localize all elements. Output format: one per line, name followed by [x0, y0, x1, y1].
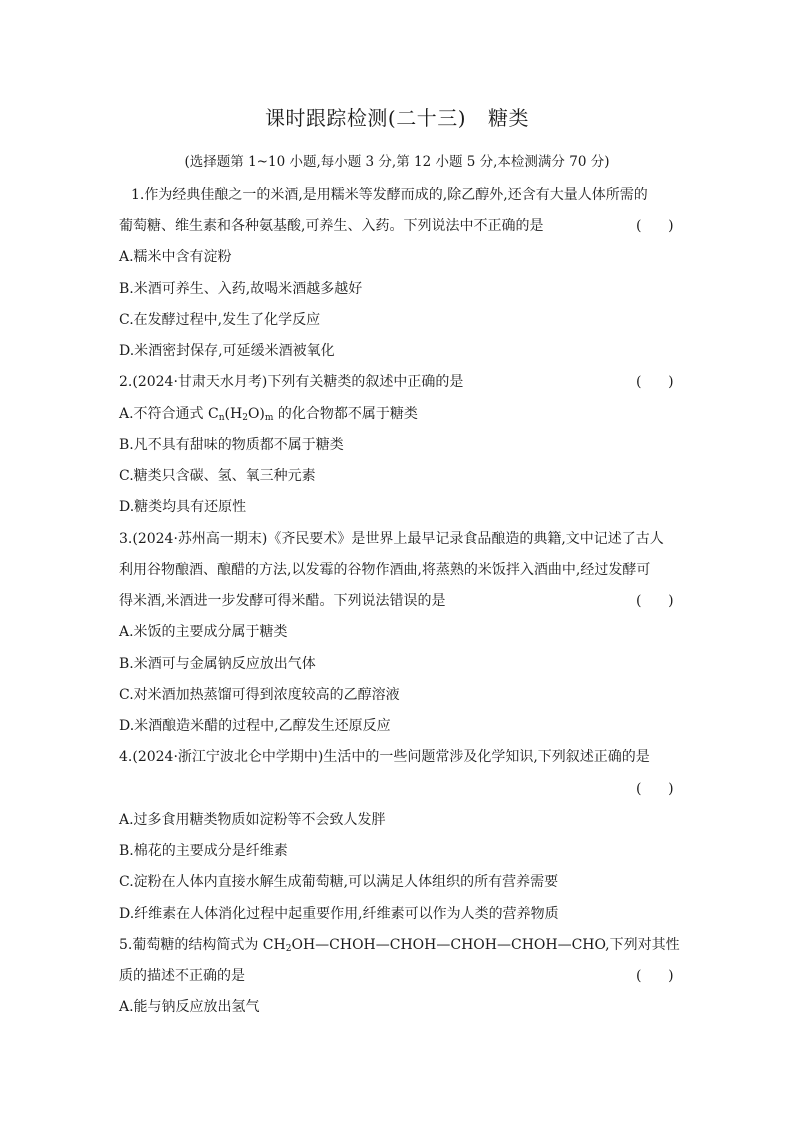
q1-option-a: A.糯米中含有淀粉 [119, 249, 232, 265]
q4-stem: 4.(2024·浙江宁波北仑中学期中)生活中的一些问题常涉及化学知识,下列叙述正确的是 [119, 749, 650, 765]
q3-option-c: C.对米酒加热蒸馏可得到浓度较高的乙醇溶液 [119, 687, 400, 703]
q2-option-a [119, 405, 675, 423]
q2-option-d: D.糖类均具有还原性 [119, 499, 247, 515]
q1-option-c: C.在发酵过程中,发生了化学反应 [119, 312, 321, 328]
q3-answer-bracket: ( ) [636, 593, 674, 609]
q2-option-b: B.凡不具有甜味的物质都不属于糖类 [119, 437, 344, 453]
q4-option-c: C.淀粉在人体内直接水解生成葡萄糖,可以满足人体组织的所有营养需要 [119, 874, 559, 890]
q3-option-d: D.米酒酿造米醋的过程中,乙醇发生还原反应 [119, 718, 391, 734]
q5-option-a: A.能与钠反应放出氢气 [119, 999, 260, 1015]
q2-a-sub-n: n [218, 413, 225, 423]
q3-stem-line2: 利用谷物酿酒、酿醋的方法,以发霉的谷物作酒曲,将蒸熟的米饭拌入酒曲中,经过发酵可 [119, 562, 651, 578]
q5-sub-2: 2 [285, 944, 292, 954]
q5-answer-bracket: ( ) [636, 968, 674, 984]
q1-option-b: B.米酒可养生、入药,故喝米酒越多越好 [119, 281, 363, 297]
page-title [0, 102, 794, 131]
q2-option-c: C.糖类只含碳、氢、氧三种元素 [119, 468, 316, 484]
title-main: 课时跟踪检测(二十三) [264, 106, 467, 130]
q2-a-text-mid2: O) [247, 406, 265, 422]
q4-option-a: A.过多食用糖类物质如淀粉等不会致人发胖 [119, 812, 386, 828]
q1-option-d: D.米酒密封保存,可延缓米酒被氧化 [119, 343, 335, 359]
q3-option-a: A.米饭的主要成分属于糖类 [119, 624, 288, 640]
q5-text-post: OH—CHOH—CHOH—CHOH—CHOH—CHO,下列对其性 [291, 937, 680, 953]
q2-a-text-mid: (H [224, 406, 243, 422]
q1-answer-bracket: ( ) [636, 218, 674, 234]
q5-stem-line2: 质的描述不正确的是 [119, 968, 245, 984]
q2-answer-bracket: ( ) [636, 374, 674, 390]
q2-stem: 2.(2024·甘肃天水月考)下列有关糖类的叙述中正确的是 [119, 374, 464, 390]
q3-stem-line3: 得米酒,米酒进一步发酵可得米醋。下列说法错误的是 [119, 593, 446, 609]
q5-text-pre: 5.葡萄糖的结构简式为 CH [119, 937, 286, 953]
q4-option-b: B.棉花的主要成分是纤维素 [119, 843, 288, 859]
q3-option-b: B.米酒可与金属钠反应放出气体 [119, 656, 316, 672]
q1-stem-line2: 葡萄糖、维生素和各种氨基酸,可养生、入药。下列说法中不正确的是 [119, 218, 544, 234]
q1-stem-line1: 1.作为经典佳酿之一的米酒,是用糯米等发酵而成的,除乙醇外,还含有大量人体所需的 [131, 187, 648, 203]
q2-a-text-pre: A.不符合通式 C [119, 406, 219, 422]
q5-stem-line1 [119, 936, 680, 954]
title-topic: 糖类 [488, 106, 530, 130]
q2-a-sub-2: 2 [242, 413, 248, 423]
q4-option-d: D.纤维素在人体消化过程中起重要作用,纤维素可以作为人类的营养物质 [119, 906, 559, 922]
q3-stem-line1: 3.(2024·苏州高一期末)《齐民要术》是世界上最早记录食品酿造的典籍,文中记述了古人 [119, 531, 664, 547]
instructions: (选择题第 1~10 小题,每小题 3 分,第 12 小题 5 分,本检测满分 70 分) [184, 154, 610, 170]
q2-a-text-post: 的化合物都不属于糖类 [273, 406, 418, 422]
q2-a-sub-m: m [264, 413, 274, 423]
q4-answer-bracket: ( ) [636, 781, 674, 797]
